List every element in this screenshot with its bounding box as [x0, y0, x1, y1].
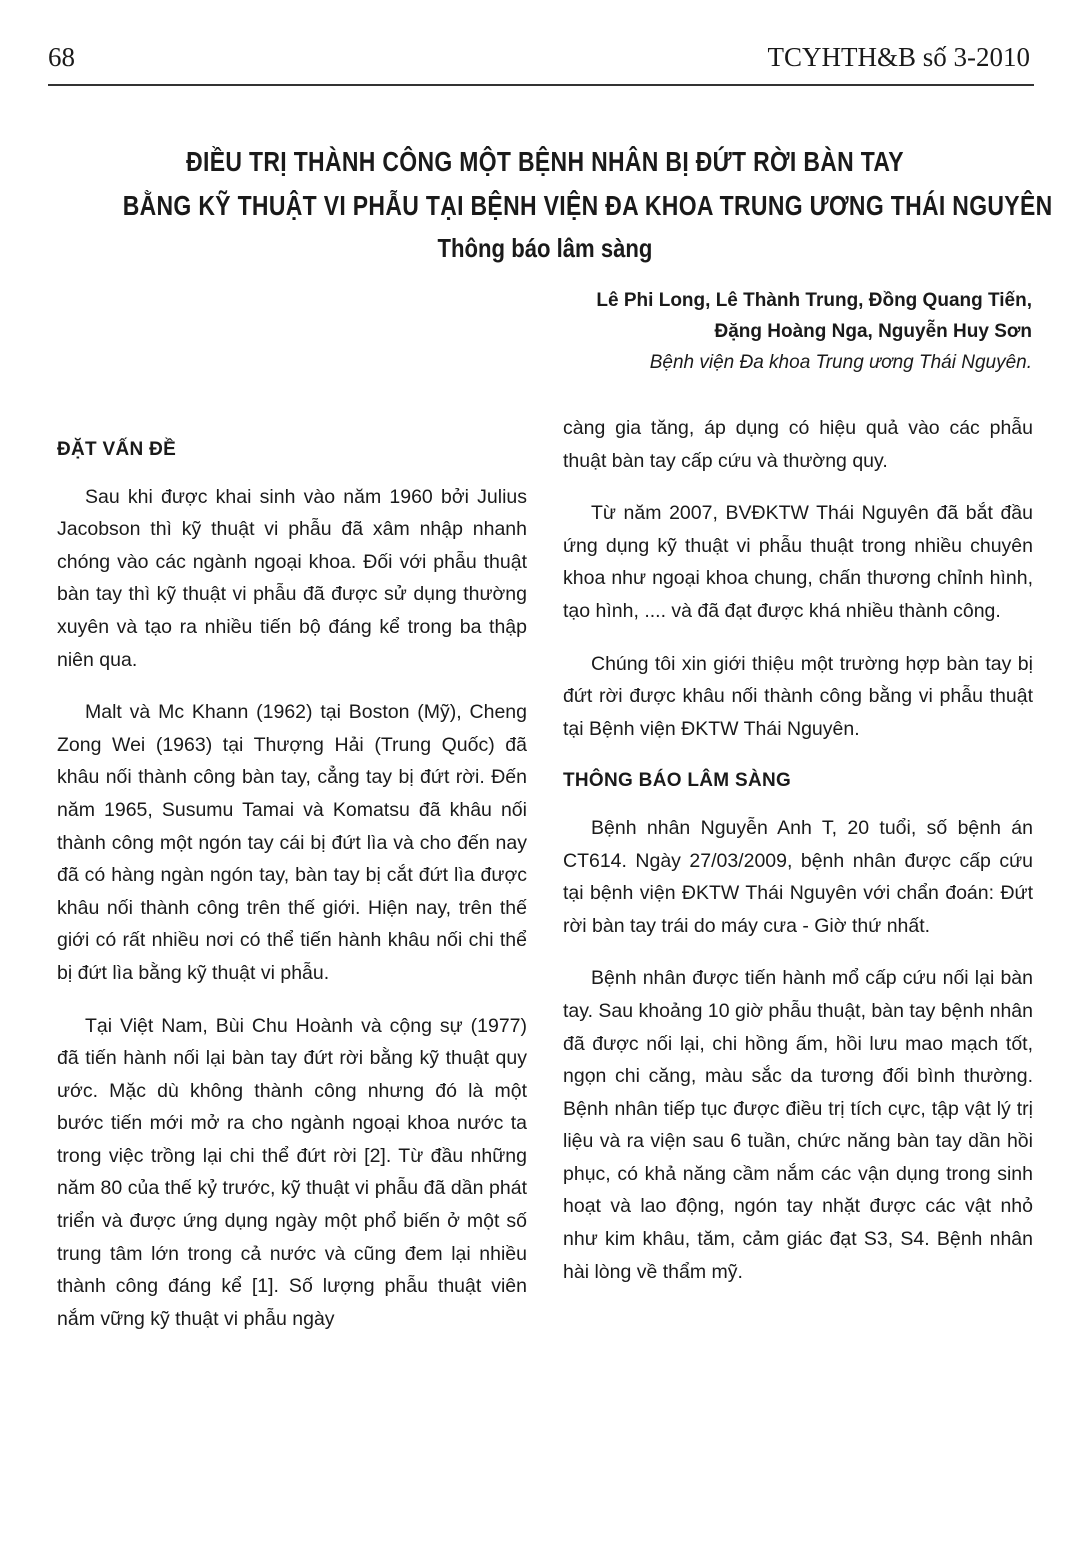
page-number: 68 — [48, 42, 75, 72]
running-header — [48, 38, 1034, 86]
author-block — [596, 285, 1032, 378]
authors-line-1: Lê Phi Long, Lê Thành Trung, Đồng Quang Tiến, — [596, 290, 1032, 311]
paragraph: Sau khi được khai sinh vào năm 1960 bởi Julius Jacobson thì kỹ thuật vi phẫu đã xâm nhập nhanh chóng vào các ngành ngoại khoa. Đối với phẫu thuật bàn tay thì kỹ thuật vi phẫu đã được sử dụng thường xuyên và tạo ra nhiều tiến bộ đáng kể trong ba thập niên qua. — [57, 485, 527, 671]
right-column — [563, 412, 1033, 1308]
section-heading-clinical: THÔNG BÁO LÂM SÀNG — [563, 770, 792, 792]
paragraph: Bệnh nhân Nguyễn Anh T, 20 tuổi, số bệnh án CT614. Ngày 27/03/2009, bệnh nhân được cấp cứu tại bệnh viện ĐKTW Thái Nguyên với chẩn đoán: Đứt rời bàn tay trái do máy cưa - Giờ thứ nhất. — [563, 816, 1033, 937]
paragraph: Bệnh nhân được tiến hành mổ cấp cứu nối lại bàn tay. Sau khoảng 10 giờ phẫu thuật, bàn tay bệnh nhân đã được nối lại, chi hồng ấm, hồi lưu mao mạch tốt, ngọn chi căng, màu sắc da tương đối bình thường. Bệnh nhân tiếp tục được điều trị tích cực, tập vật lý trị liệu và ra viện sau 6 tuần, chức năng bàn tay dần hồi phục, có khả năng cầm nắm các vận dụng trong sinh hoạt và lao động, ngón tay nhặt được các vật nhỏ như kim khâu, tăm, cảm giác đạt S3, S4. Bệnh nhân hài lòng về thẩm mỹ. — [563, 967, 1033, 1283]
title-line-2: BẰNG KỸ THUẬT VI PHẪU TẠI BỆNH VIỆN ĐA KHOA TRUNG ƯƠNG THÁI NGUYÊN — [122, 190, 1053, 221]
section-heading-intro: ĐẶT VẤN ĐỀ — [57, 439, 177, 460]
article-title — [30, 140, 1060, 268]
authors-line-2: Đặng Hoàng Nga, Nguyễn Huy Sơn — [714, 321, 1032, 342]
affiliation: Bệnh viện Đa khoa Trung ương Thái Nguyên. — [649, 352, 1032, 373]
title-line-1: ĐIỀU TRỊ THÀNH CÔNG MỘT BỆNH NHÂN BỊ ĐỨT RỜI BÀN TAY — [186, 146, 904, 177]
paragraph: Chúng tôi xin giới thiệu một trường hợp bàn tay bị đứt rời được khâu nối thành công bằng vi phẫu thuật tại Bệnh viện ĐKTW Thái Nguyên. — [563, 652, 1033, 740]
paragraph: Từ năm 2007, BVĐKTW Thái Nguyên đã bắt đầu ứng dụng kỹ thuật vi phẫu thuật trong nhiều chuyên khoa như ngoại khoa chung, chấn thương chỉnh hình, tạo hình, .... và đã đạt được khá nhiều thành công. — [563, 502, 1033, 622]
paragraph: Tại Việt Nam, Bùi Chu Hoành và cộng sự (1977) đã tiến hành nối lại bàn tay đứt rời bằng kỹ thuật quy ước. Mặc dù không thành công nhưng đó là một bước tiến mới mở ra cho ngành ngoại khoa nước ta trong việc trồng lại chi thể đứt rời [2]. Từ đầu những năm 80 của thế kỷ trước, kỹ thuật vi phẫu đã dần phát triển và được ứng dụng ngày một phổ biến ở một số trung tâm lớn trong cả nước và cũng đem lại nhiều thành công đáng kể [1]. Số lượng phẫu thuật viên nắm vững kỹ thuật vi phẫu ngày — [57, 1014, 527, 1330]
paragraph-continued: càng gia tăng, áp dụng có hiệu quả vào các phẫu thuật bàn tay cấp cứu và thường quy. — [563, 417, 1033, 472]
title-subtitle: Thông báo lâm sàng — [437, 233, 653, 263]
paragraph: Malt và Mc Khann (1962) tại Boston (Mỹ), Cheng Zong Wei (1963) tại Thượng Hải (Trung Quốc) đã khâu nối thành công bàn tay, cẳng tay bị đứt rời. Đến năm 1965, Susumu Tamai và Komatsu đã khâu nối thành công một ngón tay cái bị đứt lìa và cho đến nay đã có hàng ngàn ngón tay, bàn tay bị cắt đứt lìa được khâu nối thành công trên thế giới. Hiện nay, trên thế giới có rất nhiều nơi có thể tiến hành khâu nối chi thể bị đứt lìa bằng kỹ thuật vi phẫu. — [57, 701, 527, 984]
journal-name: TCYHTH&B số 3-2010 — [767, 42, 1030, 72]
left-column — [57, 412, 527, 1355]
